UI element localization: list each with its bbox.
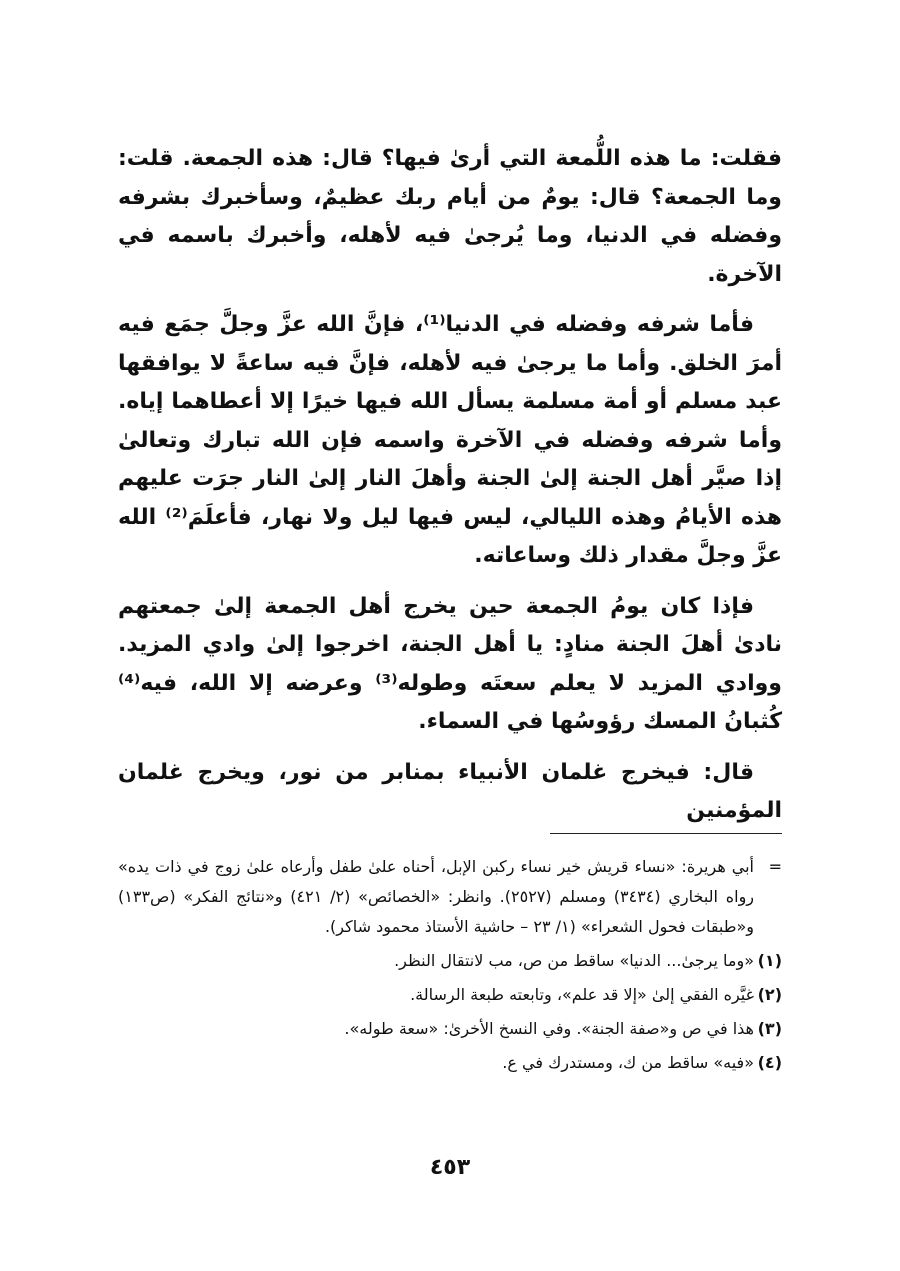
book-page xyxy=(118,140,783,1180)
footnote-2 xyxy=(118,980,782,1010)
footnote-mark: (٣) xyxy=(757,1019,782,1038)
footnote-mark: (٤) xyxy=(757,1053,782,1072)
footnote-text: غيَّره الفقي إلىٰ «إلا قد علم»، وتابعته طبعة الرسالة. xyxy=(410,985,754,1004)
paragraph-1: فقلت: ما هذه اللُّمعة التي أرىٰ فيها؟ قال: هذه الجمعة. قلت: وما الجمعة؟ قال: يومٌ من أيام ربك عظيمٌ، وسأخبرك بشرفه وفضله في الدنيا، وما يُرجىٰ فيه لأهله، وأخبرك باسمه في الآخرة. xyxy=(118,146,782,287)
footnote-text: «وما يرجىٰ... الدنيا» ساقط من ص، مب لانتقال النظر. xyxy=(394,951,754,970)
footnote-1 xyxy=(118,946,782,976)
footnote-3 xyxy=(118,1014,782,1044)
footnote-continuation-mark: = xyxy=(768,857,782,876)
paragraph-3: فإذا كان يومُ الجمعة حين يخرج أهل الجمعة إلىٰ جمعتهم نادىٰ أهلَ الجنة منادٍ: يا أهل الجنة، اخرجوا إلىٰ وادي المزيد. ووادي المزيد لا يعلم سعتَه وطوله⁽³⁾ وعرضه إلا الله، فيه⁽⁴⁾ كُثبانُ المسك رؤوسُها في السماء. xyxy=(118,593,782,734)
page-number: ٤٥٣ xyxy=(429,1155,471,1180)
footnote-continuation xyxy=(118,852,782,942)
footnote-continuation-text: أبي هريرة: «نساء قريش خير نساء ركبن الإبل، أحناه علىٰ طفل وأرعاه علىٰ زوج في ذات يده» رواه البخاري (٣٤٣٤) ومسلم (٢٥٢٧). وانظر: «الخصائص» (٢/ ٤٢١) و«نتائج الفكر» (ص١٣٣) و«طبقات فحول الشعراء» (١/ ٢٣ – حاشية الأستاذ محمود شاكر). xyxy=(118,857,755,936)
footnotes xyxy=(118,852,782,1082)
footnote-4 xyxy=(118,1048,782,1078)
footnote-mark: (١) xyxy=(757,951,782,970)
footnote-separator xyxy=(550,833,782,834)
footnote-text: «فيه» ساقط من ك، ومستدرك في ع. xyxy=(502,1053,754,1072)
paragraph-2: فأما شرفه وفضله في الدنيا⁽¹⁾، فإنَّ الله عزَّ وجلَّ جمَع فيه أمرَ الخلق. وأما ما يرجىٰ فيه لأهله، فإنَّ فيه ساعةً لا يوافقها عبد مسلم أو أمة مسلمة يسأل الله فيها خيرًا إلا أعطاهما إياه. وأما شرفه وفضله في الآخرة واسمه فإن الله تبارك وتعالىٰ إذا صيَّر أهل الجنة إلىٰ الجنة وأهلَ النار إلىٰ النار جرَت عليهم هذه الأيامُ وهذه الليالي، ليس فيها ليل ولا نهار، فأعلَمَ⁽²⁾ الله عزَّ وجلَّ مقدار ذلك وساعاته. xyxy=(118,312,783,568)
paragraph-4: قال: فيخرج غلمان الأنبياء بمنابر من نور، ويخرج غلمان المؤمنين xyxy=(118,759,782,823)
main-text xyxy=(118,140,782,831)
footnote-text: هذا في ص و«صفة الجنة». وفي النسخ الأخرىٰ: «سعة طوله». xyxy=(344,1019,754,1038)
footnote-mark: (٢) xyxy=(757,985,782,1004)
